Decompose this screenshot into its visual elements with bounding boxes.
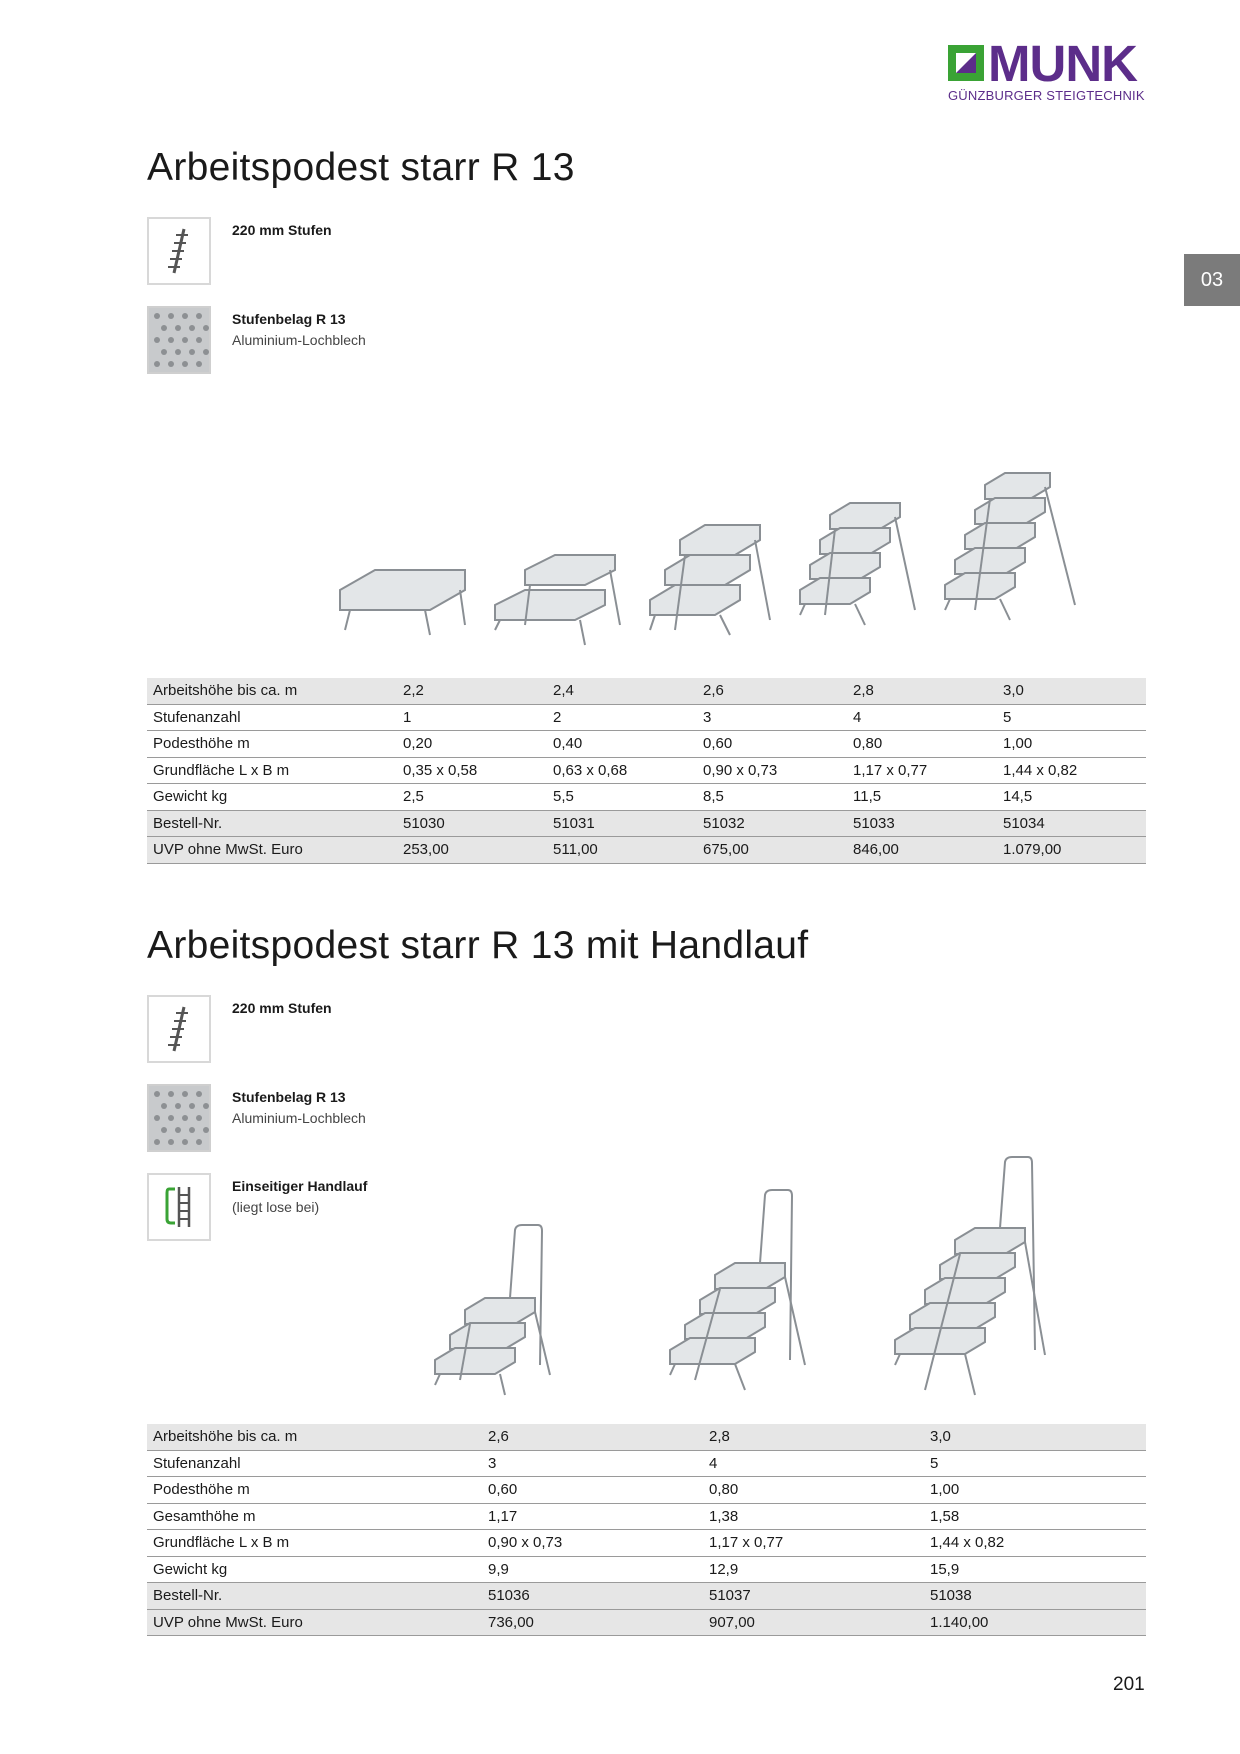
row-label: UVP ohne MwSt. Euro [147, 837, 397, 864]
brand-name: MUNK [988, 35, 1137, 92]
row-label: Stufenanzahl [147, 1450, 482, 1477]
feature-title: 220 mm Stufen [232, 222, 332, 238]
table-cell: 2,6 [697, 678, 847, 704]
table-cell: 51030 [397, 810, 547, 837]
table-cell: 51034 [997, 810, 1146, 837]
page-number: 201 [1113, 1674, 1145, 1695]
table-cell: 51036 [482, 1583, 703, 1610]
platform-illustration-row1 [330, 515, 1150, 655]
step-ladder-icon [147, 995, 211, 1063]
table-cell: 1,44 x 0,82 [924, 1530, 1146, 1557]
platform-1-step-illustration [340, 570, 465, 635]
table-cell: 1,00 [924, 1477, 1146, 1504]
row-label: Grundfläche L x B m [147, 1530, 482, 1557]
brand-tagline: GÜNZBURGER STEIGTECHNIK [948, 88, 1145, 103]
feature-title: Stufenbelag R 13 [232, 311, 346, 327]
table-row [147, 784, 1146, 811]
platform-handrail-5-step-illustration [895, 1157, 1045, 1395]
table-cell: 1,38 [703, 1503, 924, 1530]
table-cell: 1,44 x 0,82 [997, 757, 1146, 784]
brand-logo [948, 35, 1150, 108]
section1-title: Arbeitspodest starr R 13 [147, 146, 575, 189]
spec-table-1 [147, 678, 1146, 864]
table-row [147, 810, 1146, 837]
row-label: Gewicht kg [147, 784, 397, 811]
chapter-tab[interactable]: 03 [1184, 254, 1240, 306]
table-cell: 2,6 [482, 1424, 703, 1450]
step-ladder-icon [147, 217, 211, 285]
table-cell: 3,0 [997, 678, 1146, 704]
table-cell: 14,5 [997, 784, 1146, 811]
table-row [147, 1503, 1146, 1530]
table-cell: 51033 [847, 810, 997, 837]
perforated-plate-icon [147, 1084, 211, 1152]
table-row [147, 731, 1146, 758]
platform-3-step-illustration [650, 525, 770, 635]
table-cell: 675,00 [697, 837, 847, 864]
table-row [147, 757, 1146, 784]
table-cell: 2,4 [547, 678, 697, 704]
table-cell: 51031 [547, 810, 697, 837]
row-label: Gewicht kg [147, 1556, 482, 1583]
table-cell: 12,9 [703, 1556, 924, 1583]
row-label: Bestell-Nr. [147, 1583, 482, 1610]
table-cell: 51038 [924, 1583, 1146, 1610]
table-cell: 1.079,00 [997, 837, 1146, 864]
platform-5-step-illustration [945, 473, 1075, 620]
table-cell: 0,40 [547, 731, 697, 758]
table-cell: 2,8 [703, 1424, 924, 1450]
spec-table-2 [147, 1424, 1146, 1636]
table-cell: 0,35 x 0,58 [397, 757, 547, 784]
table-row [147, 678, 1146, 704]
feature-subtitle: (liegt lose bei) [232, 1199, 320, 1215]
row-label: Arbeitshöhe bis ca. m [147, 678, 397, 704]
feature-step-covering [147, 306, 747, 378]
table-cell: 846,00 [847, 837, 997, 864]
row-label: Podesthöhe m [147, 1477, 482, 1504]
platform-handrail-4-step-illustration [670, 1190, 805, 1390]
table-cell: 0,60 [482, 1477, 703, 1504]
table-cell: 1,58 [924, 1503, 1146, 1530]
feature-subtitle: Aluminium-Lochblech [232, 332, 366, 348]
table-row [147, 1530, 1146, 1557]
row-label: Arbeitshöhe bis ca. m [147, 1424, 482, 1450]
table-cell: 3 [482, 1450, 703, 1477]
table-row [147, 837, 1146, 864]
table-row [147, 1477, 1146, 1504]
feature-title: 220 mm Stufen [232, 1000, 332, 1016]
platform-illustration-row2 [420, 1165, 1080, 1405]
table-cell: 2 [547, 704, 697, 731]
table-cell: 0,63 x 0,68 [547, 757, 697, 784]
table-row [147, 1556, 1146, 1583]
table-cell: 0,60 [697, 731, 847, 758]
table-cell: 0,90 x 0,73 [697, 757, 847, 784]
platform-4-step-illustration [800, 503, 915, 625]
table-cell: 0,90 x 0,73 [482, 1530, 703, 1557]
table-cell: 253,00 [397, 837, 547, 864]
table-row [147, 1583, 1146, 1610]
platform-handrail-3-step-illustration [435, 1225, 550, 1395]
feature-subtitle: Aluminium-Lochblech [232, 1110, 366, 1126]
table-row [147, 704, 1146, 731]
table-row [147, 1609, 1146, 1636]
feature-steps [147, 217, 747, 289]
row-label: Bestell-Nr. [147, 810, 397, 837]
row-label: UVP ohne MwSt. Euro [147, 1609, 482, 1636]
table-cell: 5 [924, 1450, 1146, 1477]
row-label: Gesamthöhe m [147, 1503, 482, 1530]
table-cell: 1.140,00 [924, 1609, 1146, 1636]
table-cell: 3 [697, 704, 847, 731]
table-cell: 1,17 [482, 1503, 703, 1530]
feature-title: Einseitiger Handlauf [232, 1178, 368, 1194]
table-cell: 1,00 [997, 731, 1146, 758]
table-cell: 0,80 [847, 731, 997, 758]
platform-2-step-illustration [495, 555, 620, 645]
table-cell: 1 [397, 704, 547, 731]
feature-steps [147, 995, 747, 1067]
table-cell: 9,9 [482, 1556, 703, 1583]
perforated-plate-icon [147, 306, 211, 374]
feature-title: Stufenbelag R 13 [232, 1089, 346, 1105]
table-cell: 2,5 [397, 784, 547, 811]
table-cell: 4 [703, 1450, 924, 1477]
munk-logo-mark-icon [948, 45, 984, 81]
table-cell: 511,00 [547, 837, 697, 864]
table-cell: 51032 [697, 810, 847, 837]
table-cell: 907,00 [703, 1609, 924, 1636]
row-label: Grundfläche L x B m [147, 757, 397, 784]
table-row [147, 1424, 1146, 1450]
table-cell: 4 [847, 704, 997, 731]
table-cell: 5,5 [547, 784, 697, 811]
table-cell: 5 [997, 704, 1146, 731]
table-cell: 8,5 [697, 784, 847, 811]
table-cell: 3,0 [924, 1424, 1146, 1450]
table-cell: 0,20 [397, 731, 547, 758]
table-cell: 1,17 x 0,77 [847, 757, 997, 784]
table-cell: 15,9 [924, 1556, 1146, 1583]
handrail-icon [147, 1173, 211, 1241]
row-label: Stufenanzahl [147, 704, 397, 731]
table-cell: 51037 [703, 1583, 924, 1610]
table-cell: 736,00 [482, 1609, 703, 1636]
section2-title: Arbeitspodest starr R 13 mit Handlauf [147, 924, 809, 967]
table-cell: 1,17 x 0,77 [703, 1530, 924, 1557]
table-cell: 2,8 [847, 678, 997, 704]
table-cell: 0,80 [703, 1477, 924, 1504]
row-label: Podesthöhe m [147, 731, 397, 758]
table-cell: 11,5 [847, 784, 997, 811]
table-cell: 2,2 [397, 678, 547, 704]
feature-step-covering [147, 1084, 747, 1156]
table-row [147, 1450, 1146, 1477]
